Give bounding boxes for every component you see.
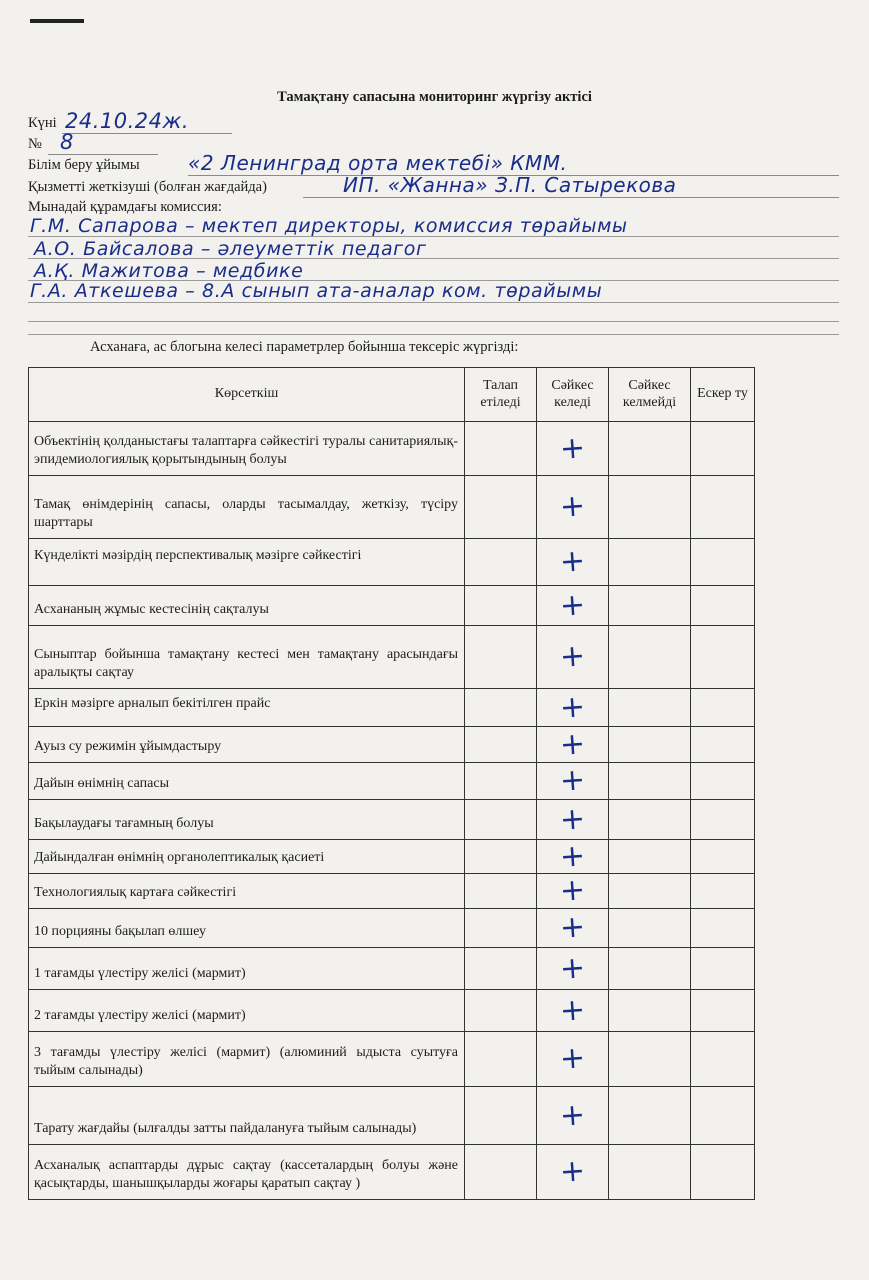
not-matches-cell [609, 948, 691, 990]
required-cell [465, 586, 537, 626]
table-row [29, 1145, 755, 1200]
note-cell [691, 948, 755, 990]
not-matches-cell [609, 727, 691, 763]
date-value: 24.10.24ж. [65, 109, 190, 133]
required-cell [465, 476, 537, 539]
note-cell [691, 1145, 755, 1200]
supplier-field [28, 173, 839, 198]
matches-cell [537, 1032, 609, 1087]
header-matches: Сәйкес келеді [537, 368, 609, 422]
required-cell [465, 539, 537, 586]
note-cell [691, 1087, 755, 1145]
note-cell [691, 727, 755, 763]
plus-mark: + [558, 837, 587, 875]
not-matches-cell [609, 586, 691, 626]
matches-cell [537, 1087, 609, 1145]
commission-line [28, 334, 839, 335]
not-matches-cell [609, 476, 691, 539]
number-value: 8 [60, 130, 74, 154]
matches-cell [537, 909, 609, 948]
header-indicator: Көрсеткіш [29, 368, 465, 422]
indicator-cell: 3 тағамды үлестіру желісі (мармит) (алюминий ыдыста суытуға тыйым салынады) [29, 1032, 465, 1087]
indicator-cell: Дайындалған өнімнің органолептикалық қасиеті [29, 840, 465, 874]
matches-cell [537, 990, 609, 1032]
indicator-cell: Тарату жағдайы (ылғалды затты пайдалануға тыйым салынады) [29, 1087, 465, 1145]
not-matches-cell [609, 763, 691, 800]
indicator-cell: Тамақ өнімдерінің сапасы, оларды тасымалдау, жеткізу, түсіру шарттары [29, 476, 465, 539]
matches-cell [537, 837, 609, 875]
plus-mark: + [558, 725, 587, 763]
table-row [29, 990, 755, 1032]
table-row [29, 874, 755, 909]
table-row [29, 476, 755, 539]
required-cell [465, 874, 537, 909]
checklist-table [28, 367, 755, 1200]
required-cell [465, 948, 537, 990]
not-matches-cell [609, 840, 691, 874]
indicator-cell: 2 тағамды үлестіру желісі (мармит) [29, 990, 465, 1032]
note-cell [691, 800, 755, 840]
indicator-cell: Сыныптар бойынша тамақтану кестесі мен тамақтану арасындағы аралықты сақтау [29, 626, 465, 689]
table-row [29, 626, 755, 689]
required-cell [465, 727, 537, 763]
required-cell [465, 689, 537, 727]
table-row [29, 1087, 755, 1145]
plus-mark: + [558, 909, 587, 946]
matches-cell [537, 800, 609, 840]
plus-mark: + [558, 488, 587, 525]
plus-mark: + [558, 1153, 587, 1190]
indicator-cell: Объектінің қолданыстағы талаптарға сәйкестігі туралы санитариялық-эпидемиологиялық қорытындының болуы [29, 422, 465, 476]
indicator-cell: Күнделікті мәзірдің перспективалық мәзірге сәйкестігі [29, 539, 465, 586]
required-cell [465, 422, 537, 476]
header-required: Талап етіледі [465, 368, 537, 422]
note-cell [691, 1032, 755, 1087]
required-cell [465, 800, 537, 840]
required-cell [465, 1032, 537, 1087]
table-header-row [29, 368, 755, 422]
plus-mark: + [558, 991, 587, 1029]
header-note: Ескер ту [691, 368, 755, 422]
commission-member: А.Қ. Мажитова – медбике [34, 260, 304, 282]
required-cell [465, 840, 537, 874]
table-row [29, 422, 755, 476]
note-cell [691, 586, 755, 626]
plus-mark: + [558, 800, 587, 838]
commission-label: Мынадай құрамдағы комиссия: [28, 199, 222, 215]
indicator-cell: Асханалық аспаптарды дұрыс сақтау (кассеталардың болуы және қасықтарды, шанышқыларды жоғары қаратып сақтау ) [29, 1145, 465, 1200]
matches-cell [537, 539, 609, 586]
note-cell [691, 689, 755, 727]
matches-cell [537, 1145, 609, 1200]
table-row [29, 840, 755, 874]
commission-line [28, 321, 839, 322]
date-field [28, 109, 839, 134]
not-matches-cell [609, 1087, 691, 1145]
not-matches-cell [609, 990, 691, 1032]
plus-mark: + [558, 543, 587, 580]
matches-cell [537, 948, 609, 990]
matches-cell [537, 422, 609, 476]
table-row [29, 689, 755, 727]
matches-cell [537, 727, 609, 763]
note-cell [691, 763, 755, 800]
supplier-value: ИП. «Жанна» З.П. Сатырекова [343, 173, 677, 197]
indicator-cell: 1 тағамды үлестіру желісі (мармит) [29, 948, 465, 990]
not-matches-cell [609, 800, 691, 840]
table-row [29, 586, 755, 626]
plus-mark: + [558, 638, 587, 675]
matches-cell [537, 689, 609, 727]
not-matches-cell [609, 1032, 691, 1087]
plus-mark: + [558, 1096, 587, 1134]
date-label: Күні [28, 115, 57, 131]
organization-value: «2 Ленинград орта мектебі» КММ. [188, 151, 568, 175]
not-matches-cell [609, 689, 691, 727]
indicator-cell: 10 порцияны бақылап өлшеу [29, 909, 465, 948]
indicator-cell: Дайын өнімнің сапасы [29, 763, 465, 800]
table-row [29, 909, 755, 948]
required-cell [465, 763, 537, 800]
commission-member: А.О. Байсалова – әлеуметтік педагог [34, 238, 427, 260]
indicator-cell: Бақылаудағы тағамның болуы [29, 800, 465, 840]
plus-mark: + [558, 762, 587, 799]
not-matches-cell [609, 1145, 691, 1200]
matches-cell [537, 763, 609, 800]
table-row [29, 800, 755, 840]
intro-text: Асханаға, ас блогына келесі параметрлер бойынша тексеріс жүргізді: [90, 339, 519, 355]
not-matches-cell [609, 874, 691, 909]
header-not-matches: Сәйкес келмейді [609, 368, 691, 422]
not-matches-cell [609, 909, 691, 948]
not-matches-cell [609, 539, 691, 586]
not-matches-cell [609, 422, 691, 476]
organization-label: Білім беру ұйымы [28, 157, 140, 173]
plus-mark: + [558, 688, 587, 726]
table-row [29, 539, 755, 586]
required-cell [465, 1145, 537, 1200]
matches-cell [537, 626, 609, 689]
top-mark [30, 19, 84, 23]
plus-mark: + [558, 949, 587, 987]
commission-member: Г.М. Сапарова – мектеп директоры, комиссия төрайымы [30, 215, 628, 237]
note-cell [691, 476, 755, 539]
required-cell [465, 626, 537, 689]
commission-line [28, 302, 839, 303]
supplier-label: Қызметті жеткізуші (болған жағдайда) [28, 179, 267, 195]
not-matches-cell [609, 626, 691, 689]
indicator-cell: Технологиялық картаға сәйкестігі [29, 874, 465, 909]
matches-cell [537, 586, 609, 626]
table-row [29, 763, 755, 800]
note-cell [691, 874, 755, 909]
table-row [29, 727, 755, 763]
plus-mark: + [558, 1040, 587, 1077]
indicator-cell: Еркін мәзірге арналып бекітілген прайс [29, 689, 465, 727]
indicator-cell: Ауыз су режимін ұйымдастыру [29, 727, 465, 763]
note-cell [691, 909, 755, 948]
required-cell [465, 1087, 537, 1145]
document-title: Тамақтану сапасына мониторинг жүргізу актісі [277, 89, 592, 105]
required-cell [465, 990, 537, 1032]
matches-cell [537, 874, 609, 909]
note-cell [691, 422, 755, 476]
number-label: № [28, 136, 42, 152]
note-cell [691, 840, 755, 874]
matches-cell [537, 476, 609, 539]
indicator-cell: Асхананың жұмыс кестесінің сақталуы [29, 586, 465, 626]
table-row [29, 1032, 755, 1087]
commission-member: Г.А. Аткешева – 8.А сынып ата-аналар ком. төрайымы [30, 280, 603, 302]
plus-mark: + [558, 586, 587, 624]
note-cell [691, 539, 755, 586]
note-cell [691, 990, 755, 1032]
table-row [29, 948, 755, 990]
plus-mark: + [558, 872, 587, 909]
required-cell [465, 909, 537, 948]
note-cell [691, 626, 755, 689]
plus-mark: + [558, 429, 587, 467]
